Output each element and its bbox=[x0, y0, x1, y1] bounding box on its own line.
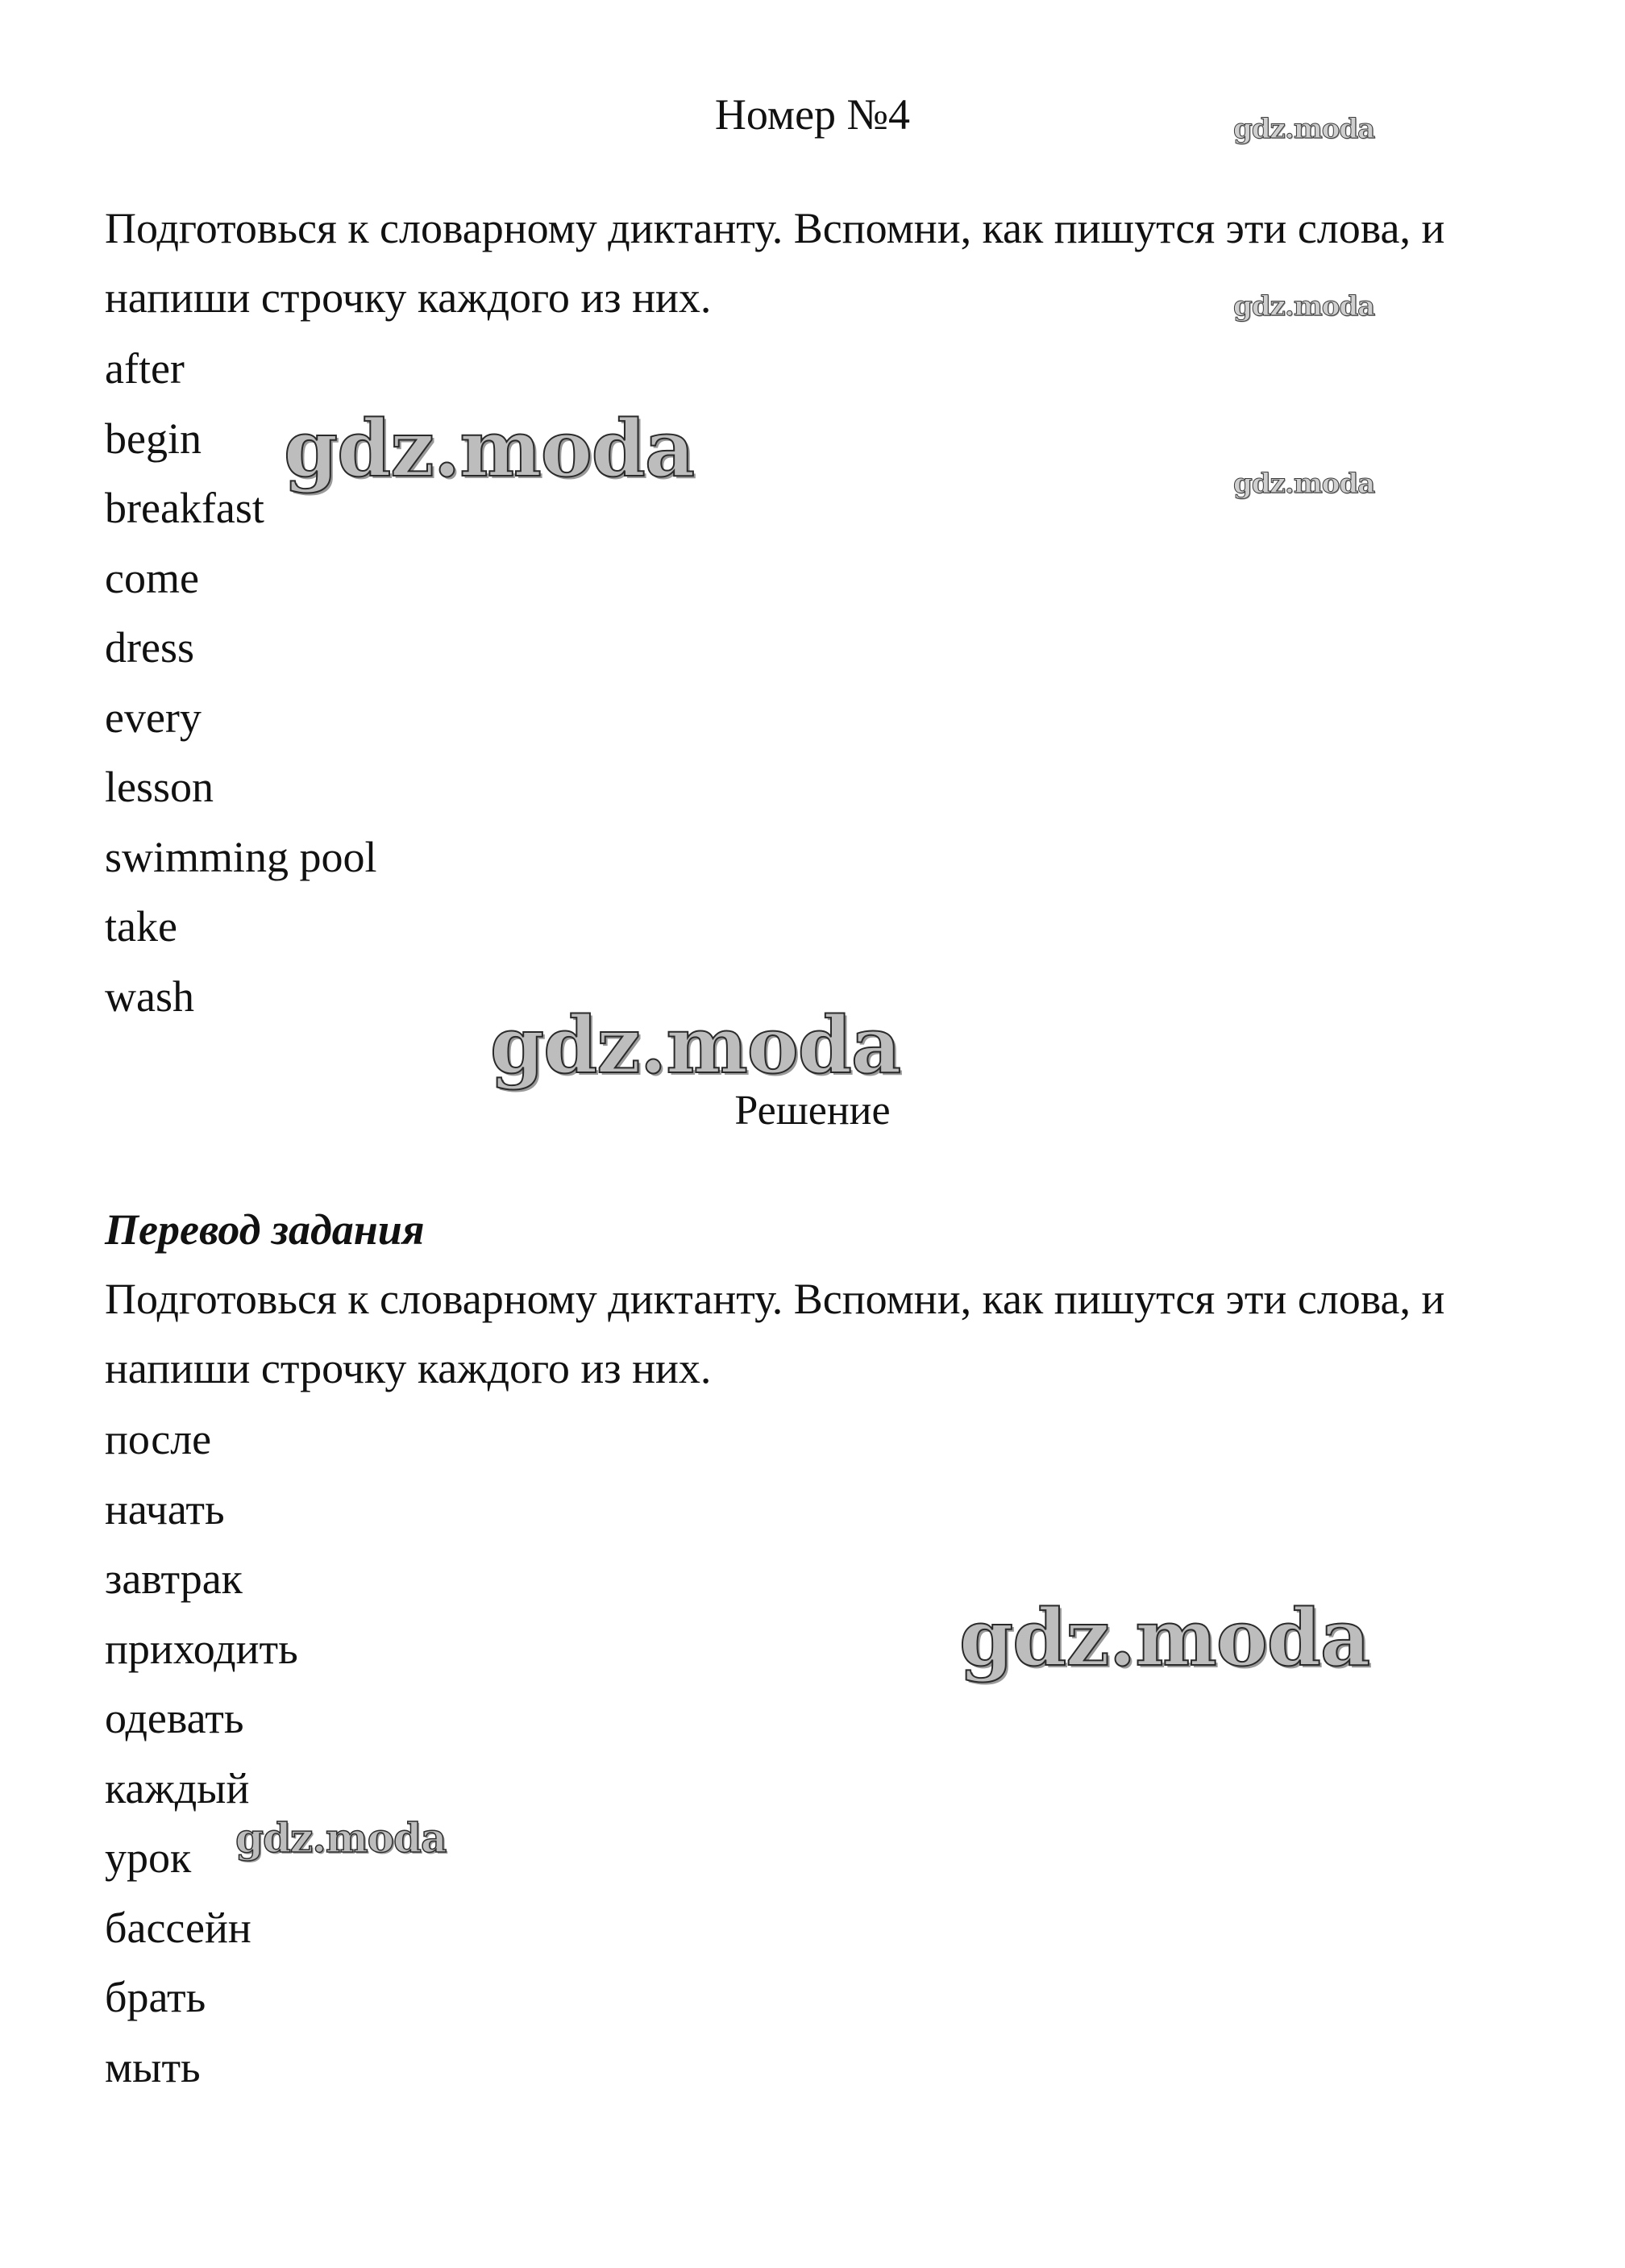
list-item: wash bbox=[105, 972, 194, 1021]
list-item: breakfast bbox=[105, 484, 264, 532]
list-item: урок bbox=[105, 1833, 192, 1882]
watermark: gdz.moda bbox=[959, 1592, 1370, 1683]
list-item: begin bbox=[105, 414, 202, 463]
list-item: dress bbox=[105, 623, 194, 672]
watermark: gdz.moda bbox=[235, 1814, 447, 1862]
watermark: gdz.moda bbox=[1233, 113, 1375, 145]
page-title: Номер №4 bbox=[714, 90, 911, 139]
watermark: gdz.moda bbox=[490, 1000, 901, 1091]
list-item: каждый bbox=[105, 1763, 250, 1812]
watermark: gdz.moda bbox=[1233, 468, 1375, 500]
translation-heading: Перевод задания bbox=[105, 1205, 425, 1254]
list-item: after bbox=[105, 344, 185, 393]
list-item: мыть bbox=[105, 2042, 201, 2091]
list-item: после bbox=[105, 1415, 212, 1463]
translation-text: Подготовься к словарному диктанту. Вспомни, как пишутся эти слова, и напиши строчку каждого из них. bbox=[105, 1275, 1445, 1392]
list-item: начать bbox=[105, 1484, 225, 1534]
list-item: брать bbox=[105, 1973, 206, 2021]
watermark: gdz.moda bbox=[1233, 290, 1375, 323]
solution-label: Решение bbox=[734, 1088, 891, 1134]
list-item: swimming pool bbox=[105, 832, 377, 881]
list-item: come bbox=[105, 553, 199, 602]
translation-word-list bbox=[105, 1404, 298, 2102]
list-item: every bbox=[105, 693, 202, 742]
list-item: приходить bbox=[105, 1624, 298, 1673]
list-item: одевать bbox=[105, 1694, 244, 1742]
list-item: take bbox=[105, 902, 177, 951]
list-item: завтрак bbox=[105, 1554, 243, 1603]
task-text: Подготовься к словарному диктанту. Вспомни, как пишутся эти слова, и напиши строчку каждого из них. bbox=[105, 204, 1445, 322]
list-item: бассейн bbox=[105, 1903, 251, 1952]
list-item: lesson bbox=[105, 763, 214, 811]
watermark: gdz.moda bbox=[284, 403, 695, 494]
